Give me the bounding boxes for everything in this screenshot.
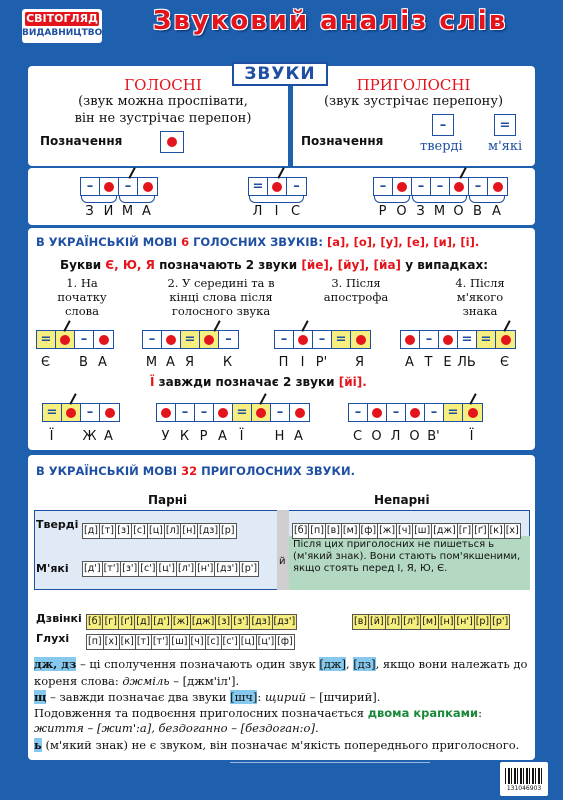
case-4: 4. Після м'якого знака	[455, 276, 505, 318]
scheme-rozmova: – – – –	[373, 177, 508, 196]
logo-bottom: ВИДАВНИЦТВО	[22, 28, 103, 38]
panel-divider	[288, 84, 293, 166]
sounds-badge: ЗВУКИ	[232, 62, 328, 86]
hard-unpaired-row: [б] [п] [в] [м] [ф] [ж] [ч] [ш] [дж] [г] [ґ] [к] [х]	[292, 518, 520, 539]
vowels-note-1: (звук можна проспівати,	[78, 94, 248, 109]
word-atelye: А Т Е ЛЬ Є	[405, 355, 510, 370]
barcode-number: 131046903	[506, 785, 542, 792]
scheme-solovyi: – – – =	[348, 403, 483, 422]
barcode-bars-icon	[505, 768, 543, 784]
unpaired-label: Непарні	[374, 493, 430, 507]
syllable-brace	[249, 196, 304, 203]
vowel-dot-icon	[167, 137, 177, 147]
vowels-rule: Букви Є, Ю, Я позначають 2 звуки [йе], [йу], [йа] у випадках:	[60, 258, 489, 272]
voiceless-label: Глухі	[36, 632, 70, 645]
hard-paired-row: [д] [т] [з] [с] [ц] [л] [н] [дз] [р]	[82, 518, 236, 539]
syllable-brace	[119, 196, 155, 203]
note-dzh-dz: дж, дз – ці сполучення позначають один звук [дж], [дз], якщо вони належать до кореня слова: джміль – [джм'іл'].	[34, 657, 528, 688]
soft-symbol-box: =	[494, 114, 516, 136]
syllable-brace	[412, 196, 467, 203]
yi-rule: Ї завжди позначає 2 звуки [йі].	[150, 375, 367, 389]
voiceless-row: [п] [х] [к] [т] [т'] [ш] [ч] [с] [с'] [ц] [ц'] [ф]	[86, 629, 294, 650]
consonants-title: ПРИГОЛОСНІ	[356, 76, 471, 94]
page-title: Звуковий аналіз слів	[152, 6, 508, 36]
soft-extra: й	[279, 556, 286, 567]
scheme-ukraina: – – = –	[156, 403, 310, 422]
word-solovyi: С О Л О В' Ї	[352, 429, 474, 444]
scheme-zyma: – –	[80, 177, 158, 196]
note-shch: щ – завжди позначає два звуки [шч]: щирий – [шчирий].	[34, 690, 381, 704]
note-lengthening: Подовження та подвоєння приголосних позначається двома крапками:	[34, 706, 482, 720]
syllable-brace	[81, 196, 117, 203]
soft-label: м'які	[488, 139, 523, 154]
soft-row-label: М'які	[36, 562, 69, 575]
vowels-heading: В УКРАЇНСЬКІЙ МОВІ 6 ГОЛОСНИХ ЗВУКІВ: [а], [о], [у], [е], [и], [і].	[36, 235, 480, 249]
word-yeva: Є В А	[40, 355, 107, 370]
scheme-yizha: = –	[42, 403, 120, 422]
paired-label: Парні	[148, 493, 188, 507]
imprint-area	[230, 762, 430, 796]
gray-column	[277, 510, 289, 590]
word-ukraina: У К Р А Ї Н А	[161, 429, 303, 444]
scheme-lis: = –	[248, 177, 307, 196]
hard-symbol-box: –	[432, 114, 454, 136]
syllable-brace	[469, 196, 505, 203]
voiced-row: [б] [г] [ґ] [д] [д'] [ж] [дж] [з] [з'] [дз] [дз']	[86, 609, 296, 630]
scheme-yeva: = –	[36, 330, 114, 349]
consonants-note: (звук зустрічає перепону)	[323, 94, 504, 109]
word-rozmova: Р О З М О В А	[378, 204, 501, 219]
scheme-atelye: – = =	[400, 330, 516, 349]
soft-note: Після цих приголосних не пишеться ь (м'який знак). Вони стають пом'якшеними, якщо стоять перед І, Я, Ю, Є.	[293, 539, 521, 574]
hard-label: тверді	[420, 139, 463, 154]
case-3: 3. Після апострофа	[323, 276, 389, 304]
syllable-brace	[374, 196, 410, 203]
note-soft-sign: ь (м'який знак) не є звуком, він позначає м'якість попереднього приголосного.	[34, 738, 520, 752]
logo-top: СВІТОГЛЯД	[26, 12, 98, 25]
vowels-mark-label: Позначення	[40, 134, 123, 148]
barcode	[500, 762, 548, 796]
scheme-pirya: – – =	[274, 330, 371, 349]
vowels-note-2: він не зустрічає перепон)	[74, 111, 252, 126]
word-mayak: М А Я К	[145, 355, 233, 370]
note-lengthening-example: життя – [жит':а], бездоганно – [бездоган:о].	[34, 721, 319, 735]
consonants-mark-label: Позначення	[301, 134, 384, 148]
case-2: 2. У середині та в кінці слова після голосного звука	[167, 276, 275, 318]
soft-paired-row: [д'] [т'] [з'] [с'] [ц'] [л'] [н'] [дз'] [р']	[82, 556, 258, 577]
scheme-mayak: – = –	[142, 330, 239, 349]
vowels-title: ГОЛОСНІ	[124, 76, 202, 94]
word-zyma: З И М А	[85, 204, 151, 219]
voiced-label: Дзвінкі	[36, 612, 82, 625]
word-lis: Л І С	[252, 204, 301, 219]
consonants-heading: В УКРАЇНСЬКІЙ МОВІ 32 ПРИГОЛОСНИХ ЗВУКИ.	[36, 464, 355, 478]
word-pirya: П І Р' Я	[278, 355, 365, 370]
word-yizha: Ї Ж А	[49, 429, 113, 444]
publisher-logo	[22, 9, 102, 43]
voiced-extra-row: [в] [й] [л] [л'] [м] [н] [н'] [р] [р']	[352, 609, 509, 630]
vowel-symbol-box	[160, 131, 184, 153]
case-1: 1. На початку слова	[57, 276, 107, 318]
hard-row-label: Тверді	[36, 518, 79, 531]
